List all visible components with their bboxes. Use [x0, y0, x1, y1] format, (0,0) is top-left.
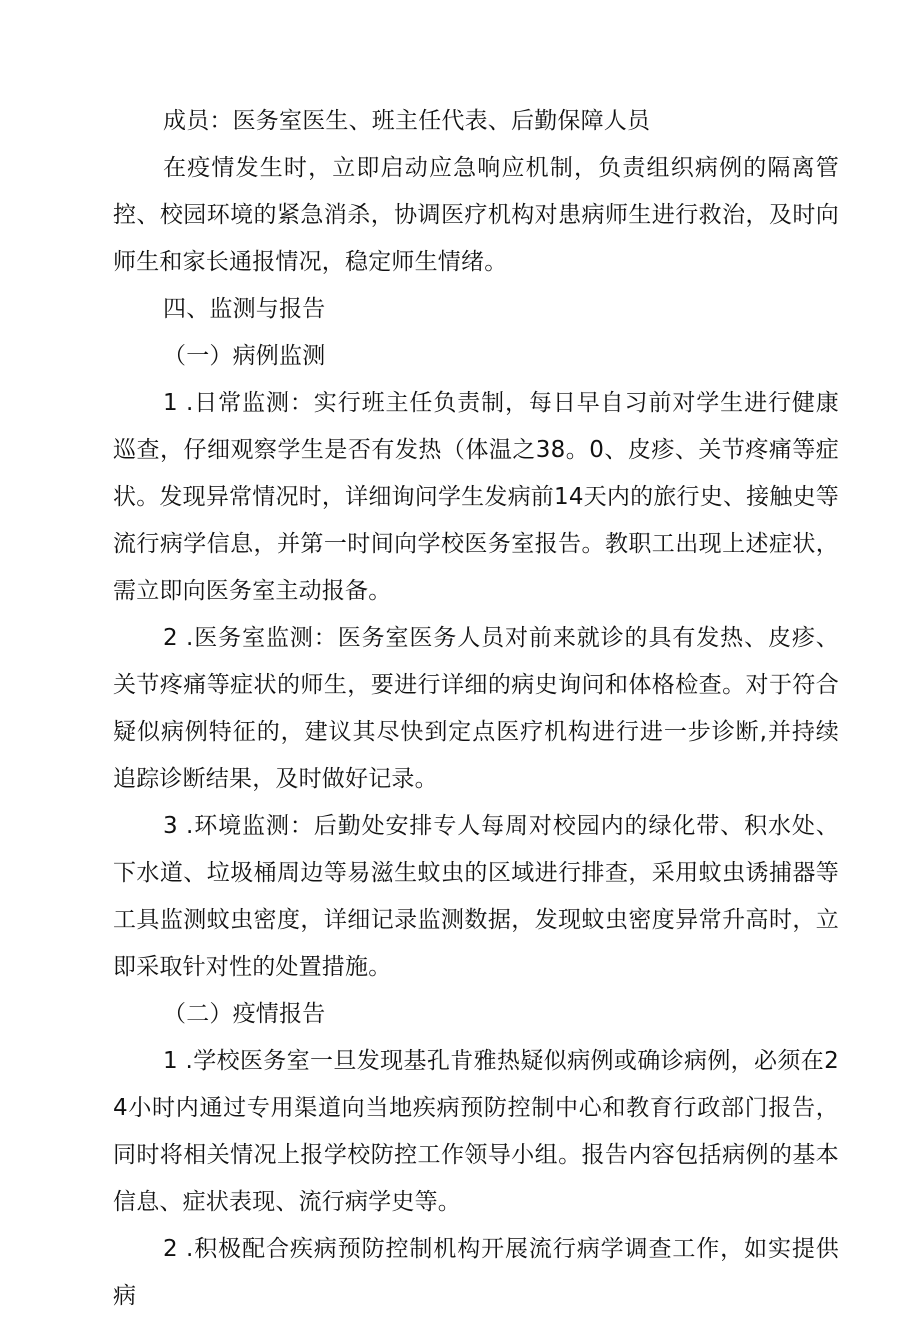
- subsection-heading-epidemic-report: （二）疫情报告: [163, 1001, 326, 1027]
- subsection-heading-case-monitoring: （一）病例监测: [163, 343, 326, 369]
- paragraph-report-procedure: 1 .学校医务室一旦发现基孔肯雅热疑似病例或确诊病例，必须在24小时内通过专用渠道向当地疾病预防控制中心和教育行政部门报告，同时将相关情况上报学校防控工作领导小组。报告内容包括病例的基本信息、症状表现、流行病学史等。: [113, 1048, 839, 1215]
- document-body: [113, 98, 839, 1320]
- paragraph-clinic-monitoring: 2 .医务室监测：医务室医务人员对前来就诊的具有发热、皮疹、关节疼痛等症状的师生，要进行详细的病史询问和体格检查。对于符合疑似病例特征的，建议其尽快到定点医疗机构进行进一步诊断,并持续追踪诊断结果，及时做好记录。: [113, 625, 839, 792]
- paragraph-emergency-duty: 在疫情发生时，立即启动应急响应机制，负责组织病例的隔离管控、校园环境的紧急消杀，协调医疗机构对患病师生进行救治，及时向师生和家长通报情况，稳定师生情绪。: [113, 155, 839, 275]
- paragraph-environment-monitoring: 3 .环境监测：后勤处安排专人每周对校园内的绿化带、积水处、下水道、垃圾桶周边等易滋生蚊虫的区域进行排查，采用蚊虫诱捕器等工具监测蚊虫密度，详细记录监测数据，发现蚊虫密度异常升高时，立即采取针对性的处置措施。: [113, 813, 839, 980]
- paragraph-members: 成员：医务室医生、班主任代表、后勤保障人员: [163, 108, 651, 134]
- paragraph-daily-monitoring: 1 .日常监测：实行班主任负责制，每日早自习前对学生进行健康巡查，仔细观察学生是否有发热（体温之38。0、皮疹、关节疼痛等症状。发现异常情况时，详细询问学生发病前14天内的旅行史、接触史等流行病学信息，并第一时间向学校医务室报告。教职工出现上述症状，需立即向医务室主动报备。: [113, 390, 839, 604]
- paragraph-cooperation: 2 .积极配合疾病预防控制机构开展流行病学调查工作，如实提供病: [113, 1236, 839, 1309]
- section-heading-monitoring-report: 四、监测与报告: [163, 296, 326, 322]
